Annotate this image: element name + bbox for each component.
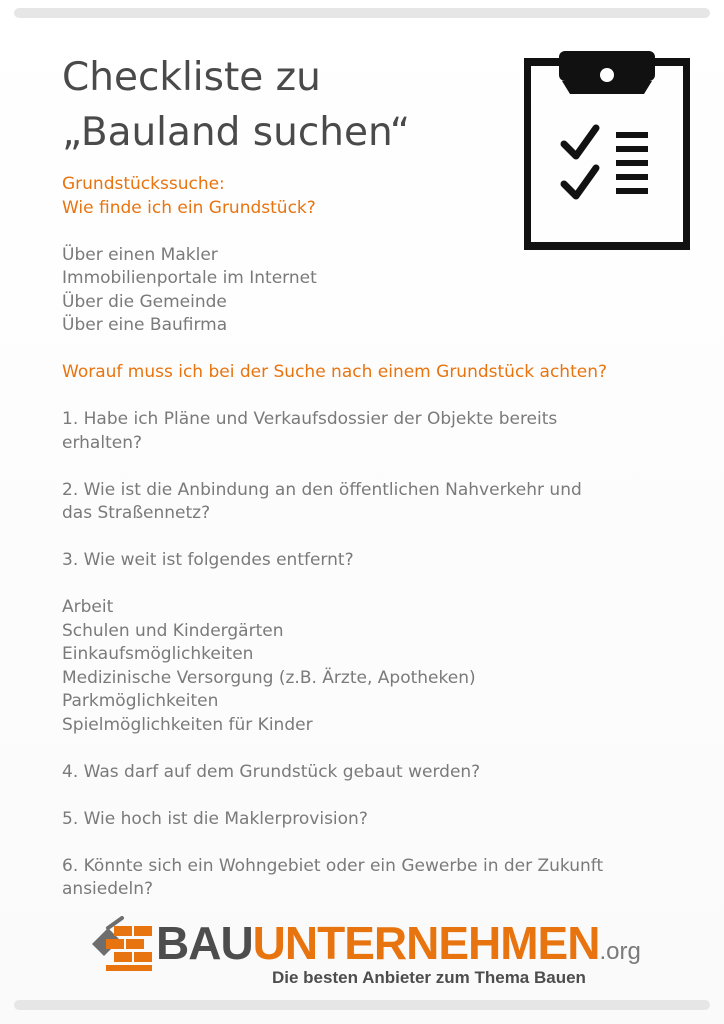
list-item: Spielmöglichkeiten für Kinder — [62, 714, 313, 735]
brick-trowel-icon — [90, 916, 154, 972]
brand-logo — [90, 916, 650, 996]
list-item: Schulen und Kindergärten — [62, 620, 284, 641]
section1-heading-line1: Grundstückssuche: — [62, 174, 225, 194]
question-6: 6. Könnte sich ein Wohngebiet oder ein Gewerbe in der Zukunft — [62, 855, 604, 876]
title-line-2: „Bauland suchen“ — [62, 110, 411, 155]
question-1-cont: erhalten? — [62, 432, 142, 453]
page-title — [62, 50, 482, 160]
question-5: 5. Wie hoch ist die Maklerprovision? — [62, 808, 368, 829]
question-2: 2. Wie ist die Anbindung an den öffentlichen Nahverkehr und — [62, 479, 582, 500]
logo-tld: .org — [599, 938, 641, 965]
logo-word-dark: BAU — [156, 917, 253, 969]
list-item: Über eine Baufirma — [62, 315, 228, 335]
question-3: 3. Wie weit ist folgendes entfernt? — [62, 550, 354, 570]
question-6-cont: ansiedeln? — [62, 879, 154, 899]
section1-heading-line2: Wie finde ich ein Grundstück? — [62, 197, 316, 218]
checklist-content — [62, 173, 662, 902]
question-1: 1. Habe ich Pläne und Verkaufsdossier der Objekte bereits — [62, 409, 558, 429]
logo-tagline: Die besten Anbieter zum Thema Bauen — [272, 968, 586, 987]
list-item: Immobilienportale im Internet — [62, 268, 317, 288]
list-item: Über die Gemeinde — [62, 291, 227, 312]
top-divider — [14, 8, 710, 18]
question-2-cont: das Straßennetz? — [62, 503, 211, 523]
list-item: Über einen Makler — [62, 244, 218, 265]
bottom-divider — [14, 1000, 710, 1010]
list-item: Medizinische Versorgung (z.B. Ärzte, Apotheken) — [62, 667, 476, 688]
section2-heading: Worauf muss ich bei der Suche nach einem Grundstück achten? — [62, 362, 608, 382]
list-item: Einkaufsmöglichkeiten — [62, 644, 254, 664]
logo-word-orange: UNTERNEHMEN — [252, 917, 600, 969]
question-4: 4. Was darf auf dem Grundstück gebaut werden? — [62, 761, 481, 782]
title-line-1: Checkliste zu — [62, 55, 321, 100]
list-item: Parkmöglichkeiten — [62, 691, 219, 711]
list-item: Arbeit — [62, 597, 114, 617]
